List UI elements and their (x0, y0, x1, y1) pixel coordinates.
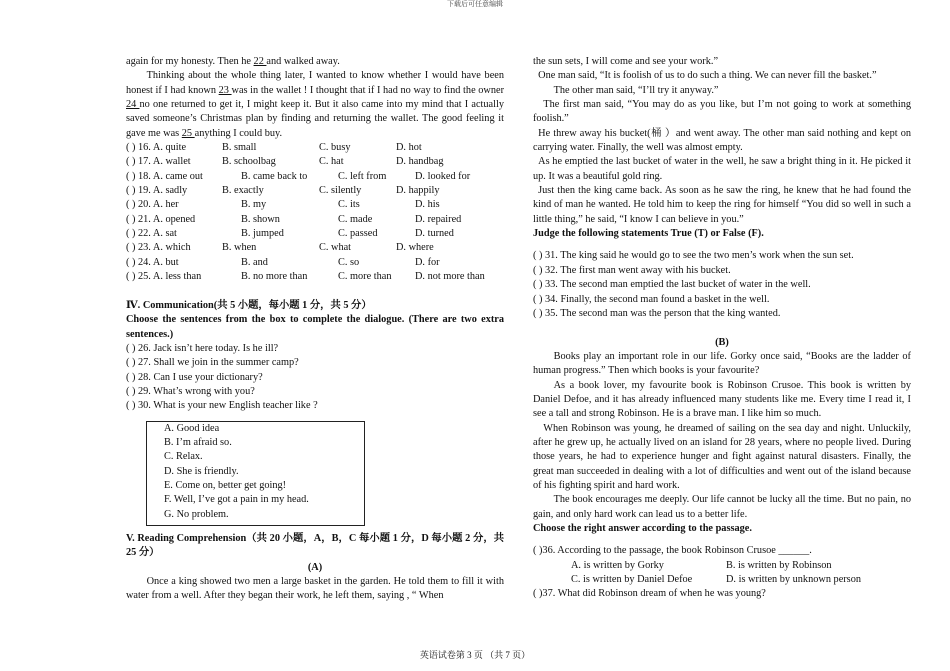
passage-b-paragraph: The book encourages me deeply. Our life cannot be lucky all the time. But no pain, no gain, and only hard work can lead us to a better life. (533, 494, 911, 520)
option-a: ( ) 20. A. her (126, 199, 179, 211)
part-a-heading: (A) (307, 561, 323, 573)
option-d: D. hot (396, 142, 422, 154)
passage-b-paragraph: Books play an important role in our life. Gorky once said, “Books are the ladder of human progress.” Then which books is your favourite? (533, 350, 911, 377)
option-d: D. not more than (415, 271, 485, 283)
passage-a-paragraph: The first man said, “You may do as you like, but I’m not going to work at something foolish.” (533, 99, 911, 125)
page-footer: 英语试卷第 3 页 （共 7 页） (419, 650, 531, 660)
question-17[interactable] (126, 155, 504, 169)
option-c: C. passed (338, 228, 378, 240)
passage-a-paragraph: Just then the king came back. As soon as he saw the ring, he knew that he had found the kind of man he wanted. He told him to keep the ring for himself “You did so well in such a little thing,” he said, “I know I can believe in you.” (533, 185, 911, 225)
option-d: D. his (415, 199, 440, 211)
question-25[interactable] (126, 270, 504, 284)
page-header-note: 下载后可任意编辑 (447, 0, 503, 8)
section-4-title: Ⅳ. Communication(共 5 小题，每小题 1 分，共 5 分） (126, 299, 372, 311)
question-19[interactable] (126, 184, 504, 198)
option-c: C. busy (319, 142, 351, 154)
choice-item: A. Good idea (164, 422, 220, 434)
text: no one returned to get it, I might keep it. But it also came into my mind that I actually saved someone’s Christmas plan by finding and returning the wallet. The good feeling it gave me was (126, 99, 504, 139)
passage-b-paragraph: When Robinson was young, he dreamed of sailing on the sea day and night. Unluckily, after he grew up, he actually lived on an island for 28 years, where no people lived. During those years, he had to experience hunger and fight against natural disasters. Finally, the great man succeeded in dealing with a lot of difficulties and went out of the island because of his fighting spirit and hard work. (533, 422, 911, 491)
text: again for my honesty. Then he (126, 56, 254, 67)
option-a: ( ) 25. A. less than (126, 271, 202, 283)
section-4-instructions: Choose the sentences from the box to complete the dialogue. (There are two extra sentences.) (126, 314, 504, 340)
dialogue-item[interactable]: ( ) 26. Jack isn’t here today. Is he ill? (126, 342, 279, 354)
question-21[interactable] (126, 213, 504, 227)
question-37[interactable]: ( )37. What did Robinson dream of when he was young? (533, 588, 766, 600)
option-b: B. my (241, 199, 267, 211)
question-18[interactable] (126, 170, 504, 184)
option-d: D. repaired (415, 213, 462, 225)
option-b: B. and (241, 256, 268, 268)
true-false-item[interactable]: ( ) 35. The second man was the person that the king wanted. (533, 307, 781, 319)
option-a: ( ) 23. A. which (126, 242, 191, 254)
text: was in the wallet ! I thought that if I had no way to find the owner (231, 84, 504, 96)
option-a: ( ) 24. A. but (126, 256, 179, 268)
part-b-heading: (B) (715, 336, 729, 348)
option-b: B. no more than (241, 271, 308, 283)
passage-a-paragraph: The other man said, “I’ll try it anyway.” (553, 84, 719, 96)
blank-23[interactable]: 23 (218, 84, 232, 96)
option-d: D. turned (415, 228, 454, 240)
question-36[interactable]: ( )36. According to the passage, the book Robinson Crusoe ______. (533, 545, 812, 557)
option-d: D. happily (396, 185, 440, 197)
passage-b-paragraph: As a book lover, my favourite book is Robinson Crusoe. This book is written by Daniel Defoe, and it has already influenced many students like me. Every time I read it, I see a tall and strong Robinson. He is a brave man. I like him so much. (533, 379, 911, 420)
option-b: B. when (222, 242, 257, 254)
option-c: C. hat (319, 156, 344, 168)
option-b: B. shown (241, 213, 280, 225)
dialogue-item[interactable]: ( ) 30. What is your new English teacher like ? (126, 400, 318, 412)
option-c[interactable]: C. is written by Daniel Defoe (571, 574, 693, 586)
option-a: ( ) 16. A. quite (126, 142, 187, 154)
passage-a-paragraph: He threw away his bucket(桶 ）and went away. The other man said nothing and kept on carrying water. Finally, the well was almost empty. (533, 127, 911, 154)
option-d: D. for (415, 256, 440, 268)
blank-25[interactable]: 25 (181, 127, 195, 139)
dialogue-item[interactable]: ( ) 29. What’s wrong with you? (126, 385, 255, 397)
option-c: C. what (319, 242, 352, 254)
option-b: B. exactly (222, 185, 264, 197)
text: Thinking about the whole thing later, I wanted to know whether I would have been honest if I had known (126, 70, 504, 96)
passage-a-paragraph: One man said, “It is foolish of us to do such a thing. We can never fill the basket.” (538, 70, 877, 82)
option-a: ( ) 19. A. sadly (126, 185, 188, 197)
option-c: C. its (338, 199, 360, 211)
passage-continuation (126, 55, 504, 69)
option-a: ( ) 17. A. wallet (126, 156, 191, 168)
choice-item: D. She is friendly. (164, 465, 239, 477)
option-d: D. where (396, 242, 434, 254)
option-c: C. left from (338, 170, 387, 182)
option-c: C. made (338, 213, 373, 225)
blank-22[interactable]: 22 (253, 56, 267, 67)
true-false-item[interactable]: ( ) 34. Finally, the second man found a basket in the well. (533, 293, 770, 305)
question-16[interactable] (126, 141, 504, 155)
choice-item: C. Relax. (164, 451, 203, 463)
passage-paragraph (126, 69, 504, 141)
left-column (126, 55, 504, 604)
choice-item: F. Well, I’ve got a pain in my head. (164, 494, 309, 506)
question-22[interactable] (126, 227, 504, 241)
dialogue-item[interactable]: ( ) 28. Can I use your dictionary? (126, 371, 263, 383)
dialogue-item[interactable]: ( ) 27. Shall we join in the summer camp? (126, 357, 299, 369)
passage-a-paragraph: the sun sets, I will come and see your work.” (533, 56, 719, 67)
option-b: B. small (222, 142, 257, 154)
true-false-item[interactable]: ( ) 33. The second man emptied the last bucket of water in the well. (533, 279, 811, 291)
true-false-item[interactable]: ( ) 32. The first man went away with his bucket. (533, 264, 731, 276)
option-a: ( ) 18. A. came out (126, 170, 203, 182)
option-a: ( ) 22. A. sat (126, 228, 177, 240)
option-c: C. more than (338, 271, 392, 283)
passage-a-start: Once a king showed two men a large basket in the garden. He told them to fill it with water from a well. After they began their work, he left them, saying , “ When (126, 576, 504, 602)
choice-item: E. Come on, better get going! (164, 479, 287, 491)
question-24[interactable] (126, 256, 504, 270)
passage-a-paragraph: As he emptied the last bucket of water in the well, he saw a bright thing in it. He picked it up. It was a beautiful gold ring. (533, 156, 911, 182)
true-false-item[interactable]: ( ) 31. The king said he would go to see the two men’s work when the sun set. (533, 250, 854, 262)
choice-item: B. I’m afraid so. (164, 436, 232, 448)
true-false-instructions: Judge the following statements True (T) or False (F). (533, 228, 764, 240)
right-column (533, 55, 911, 602)
question-23[interactable] (126, 241, 504, 255)
option-b: B. schoolbag (222, 156, 276, 168)
answer-choice-box (146, 421, 365, 526)
choice-item: G. No problem. (164, 508, 229, 520)
option-b: B. jumped (241, 228, 284, 240)
cloze-choices (126, 141, 504, 284)
question-36-options-row (533, 559, 911, 573)
option-c: C. silently (319, 185, 362, 197)
option-d[interactable]: D. is written by unknown person (726, 574, 861, 586)
blank-24[interactable]: 24 (126, 99, 140, 111)
text: and walked away. (266, 56, 340, 67)
option-d: D. handbag (396, 156, 444, 168)
text: anything I could buy. (194, 127, 283, 139)
multiple-choice-instructions: Choose the right answer according to the passage. (533, 523, 752, 534)
option-a: ( ) 21. A. opened (126, 213, 196, 225)
option-d: D. looked for (415, 170, 471, 182)
question-20[interactable] (126, 198, 504, 212)
option-a[interactable]: A. is written by Gorky (571, 559, 664, 571)
option-b: B. came back to (241, 170, 308, 182)
option-c: C. so (338, 256, 360, 268)
question-36-options-row (533, 573, 911, 587)
option-b[interactable]: B. is written by Robinson (726, 559, 832, 571)
section-5-title: V. Reading Comprehension（共 20 小题，A，B，C 每小题 1 分，D 每小题 2 分，共 25 分） (126, 533, 504, 559)
